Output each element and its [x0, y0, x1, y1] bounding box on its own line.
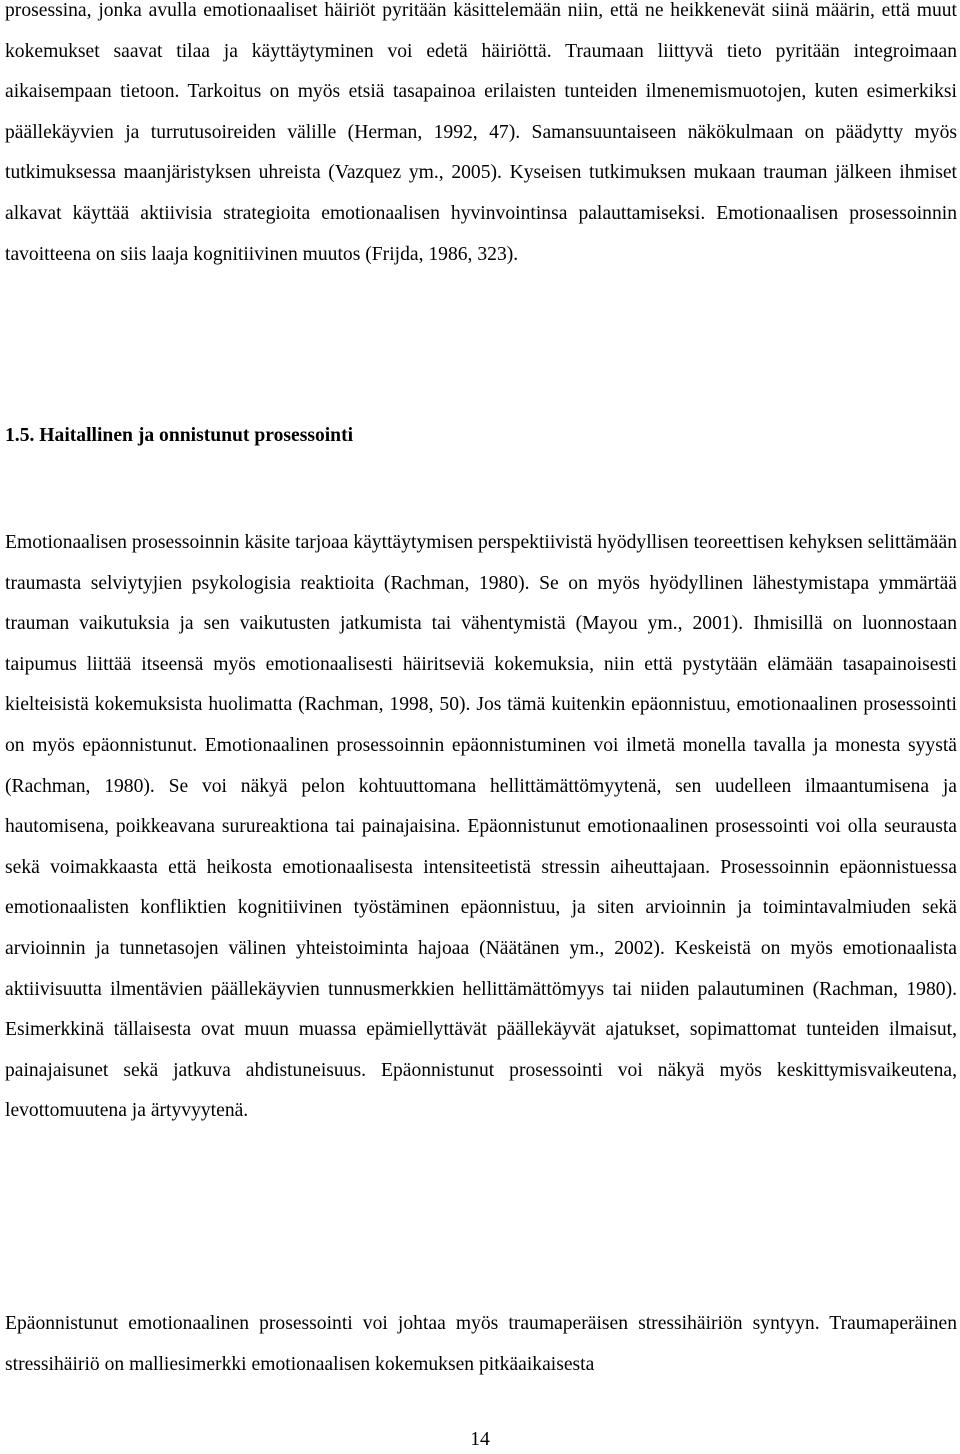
page-number: 14 [470, 1429, 490, 1450]
paragraph-last: Epäonnistunut emotionaalinen prosessointi voi johtaa myös traumaperäisen stressihäiriön syntyyn. Traumaperäinen stressihäiriö on malliesimerkki emotionaalisen kokemuksen pitkäaikaisesta [5, 1313, 957, 1375]
section-heading: 1.5. Haitallinen ja onnistunut prosessointi [5, 425, 354, 446]
paragraph-main: Emotionaalisen prosessoinnin käsite tarjoaa käyttäytymisen perspektiivistä hyödyllisen teoreettisen kehyksen selittämään traumasta selviytyjien psykologisia reaktioita (Rachman, 1980). Se on myös hyödyllinen lähestymistapa ymmärtää trauman vaikutuksia ja sen vaikutusten jatkumista tai vähentymistä (Mayou ym., 2001). Ihmisillä on luonnostaan taipumus liittää itseensä myös emotionaalisesti häiritseviä kokemuksia, niin että pystytään elämään tasapainoisesti kielteisistä kokemuksista huolimatta (Rachman, 1998, 50). Jos tämä kuitenkin epäonnistuu, emotionaalinen prosessointi on myös epäonnistunut. Emotionaalinen prosessoinnin epäonnistuminen voi ilmetä monella tavalla ja monesta syystä (Rachman, 1980). Se voi näkyä pelon kohtuuttomana hellittämättömyytenä, sen uudelleen ilmaantumisena ja hautomisena, poikkeavana surureaktiona tai painajaisina. Epäonnistunut emotionaalinen prosessointi voi olla seurausta sekä voimakkaasta että heikosta emotionaalisesta intensiteetistä stressin aiheuttajaan. Prosessoinnin epäonnistuessa emotionaalisten konfliktien kognitiivinen työstäminen epäonnistuu, ja siten arvioinnin ja toimintavalmiuden sekä arvioinnin ja tunnetasojen välinen yhteistoiminta hajoaa (Näätänen ym., 2002). Keskeistä on myös emotionaalista aktiivisuutta ilmentävien päällekäyvien tunnusmerkkien hellittämättömyys tai niiden palautuminen (Rachman, 1980). Esimerkkinä tällaisesta ovat muun muassa epämiellyttävät päällekäyvät ajatukset, sopimattomat tunteiden ilmaisut, painajaisunet sekä jatkuva ahdistuneisuus. Epäonnistunut prosessointi voi näkyä myös keskittymisvaikeutena, levottomuutena ja ärtyvyytenä. [5, 532, 957, 1122]
paragraph-continued: prosessina, jonka avulla emotionaaliset häiriöt pyritään käsittelemään niin, että ne heikkenevät siinä määrin, että muut kokemukset saavat tilaa ja käyttäytyminen voi edetä häiriöttä. Traumaan liittyvä tieto pyritään integroimaan aikaisempaan tietoon. Tarkoitus on myös etsiä tasapainoa erilaisten tunteiden ilmenemismuotojen, kuten esimerkiksi päällekäyvien ja turrutusoireiden välille (Herman, 1992, 47). Samansuuntaiseen näkökulmaan on päädytty myös tutkimuksessa maanjäristyksen uhreista (Vazquez ym., 2005). Kyseisen tutkimuksen mukaan trauman jälkeen ihmiset alkavat käyttää aktiivisia strategioita emotionaalisen hyvinvointinsa palauttamiseksi. Emotionaalisen prosessoinnin tavoitteena on siis laaja kognitiivinen muutos (Frijda, 1986, 323). [5, 0, 957, 265]
